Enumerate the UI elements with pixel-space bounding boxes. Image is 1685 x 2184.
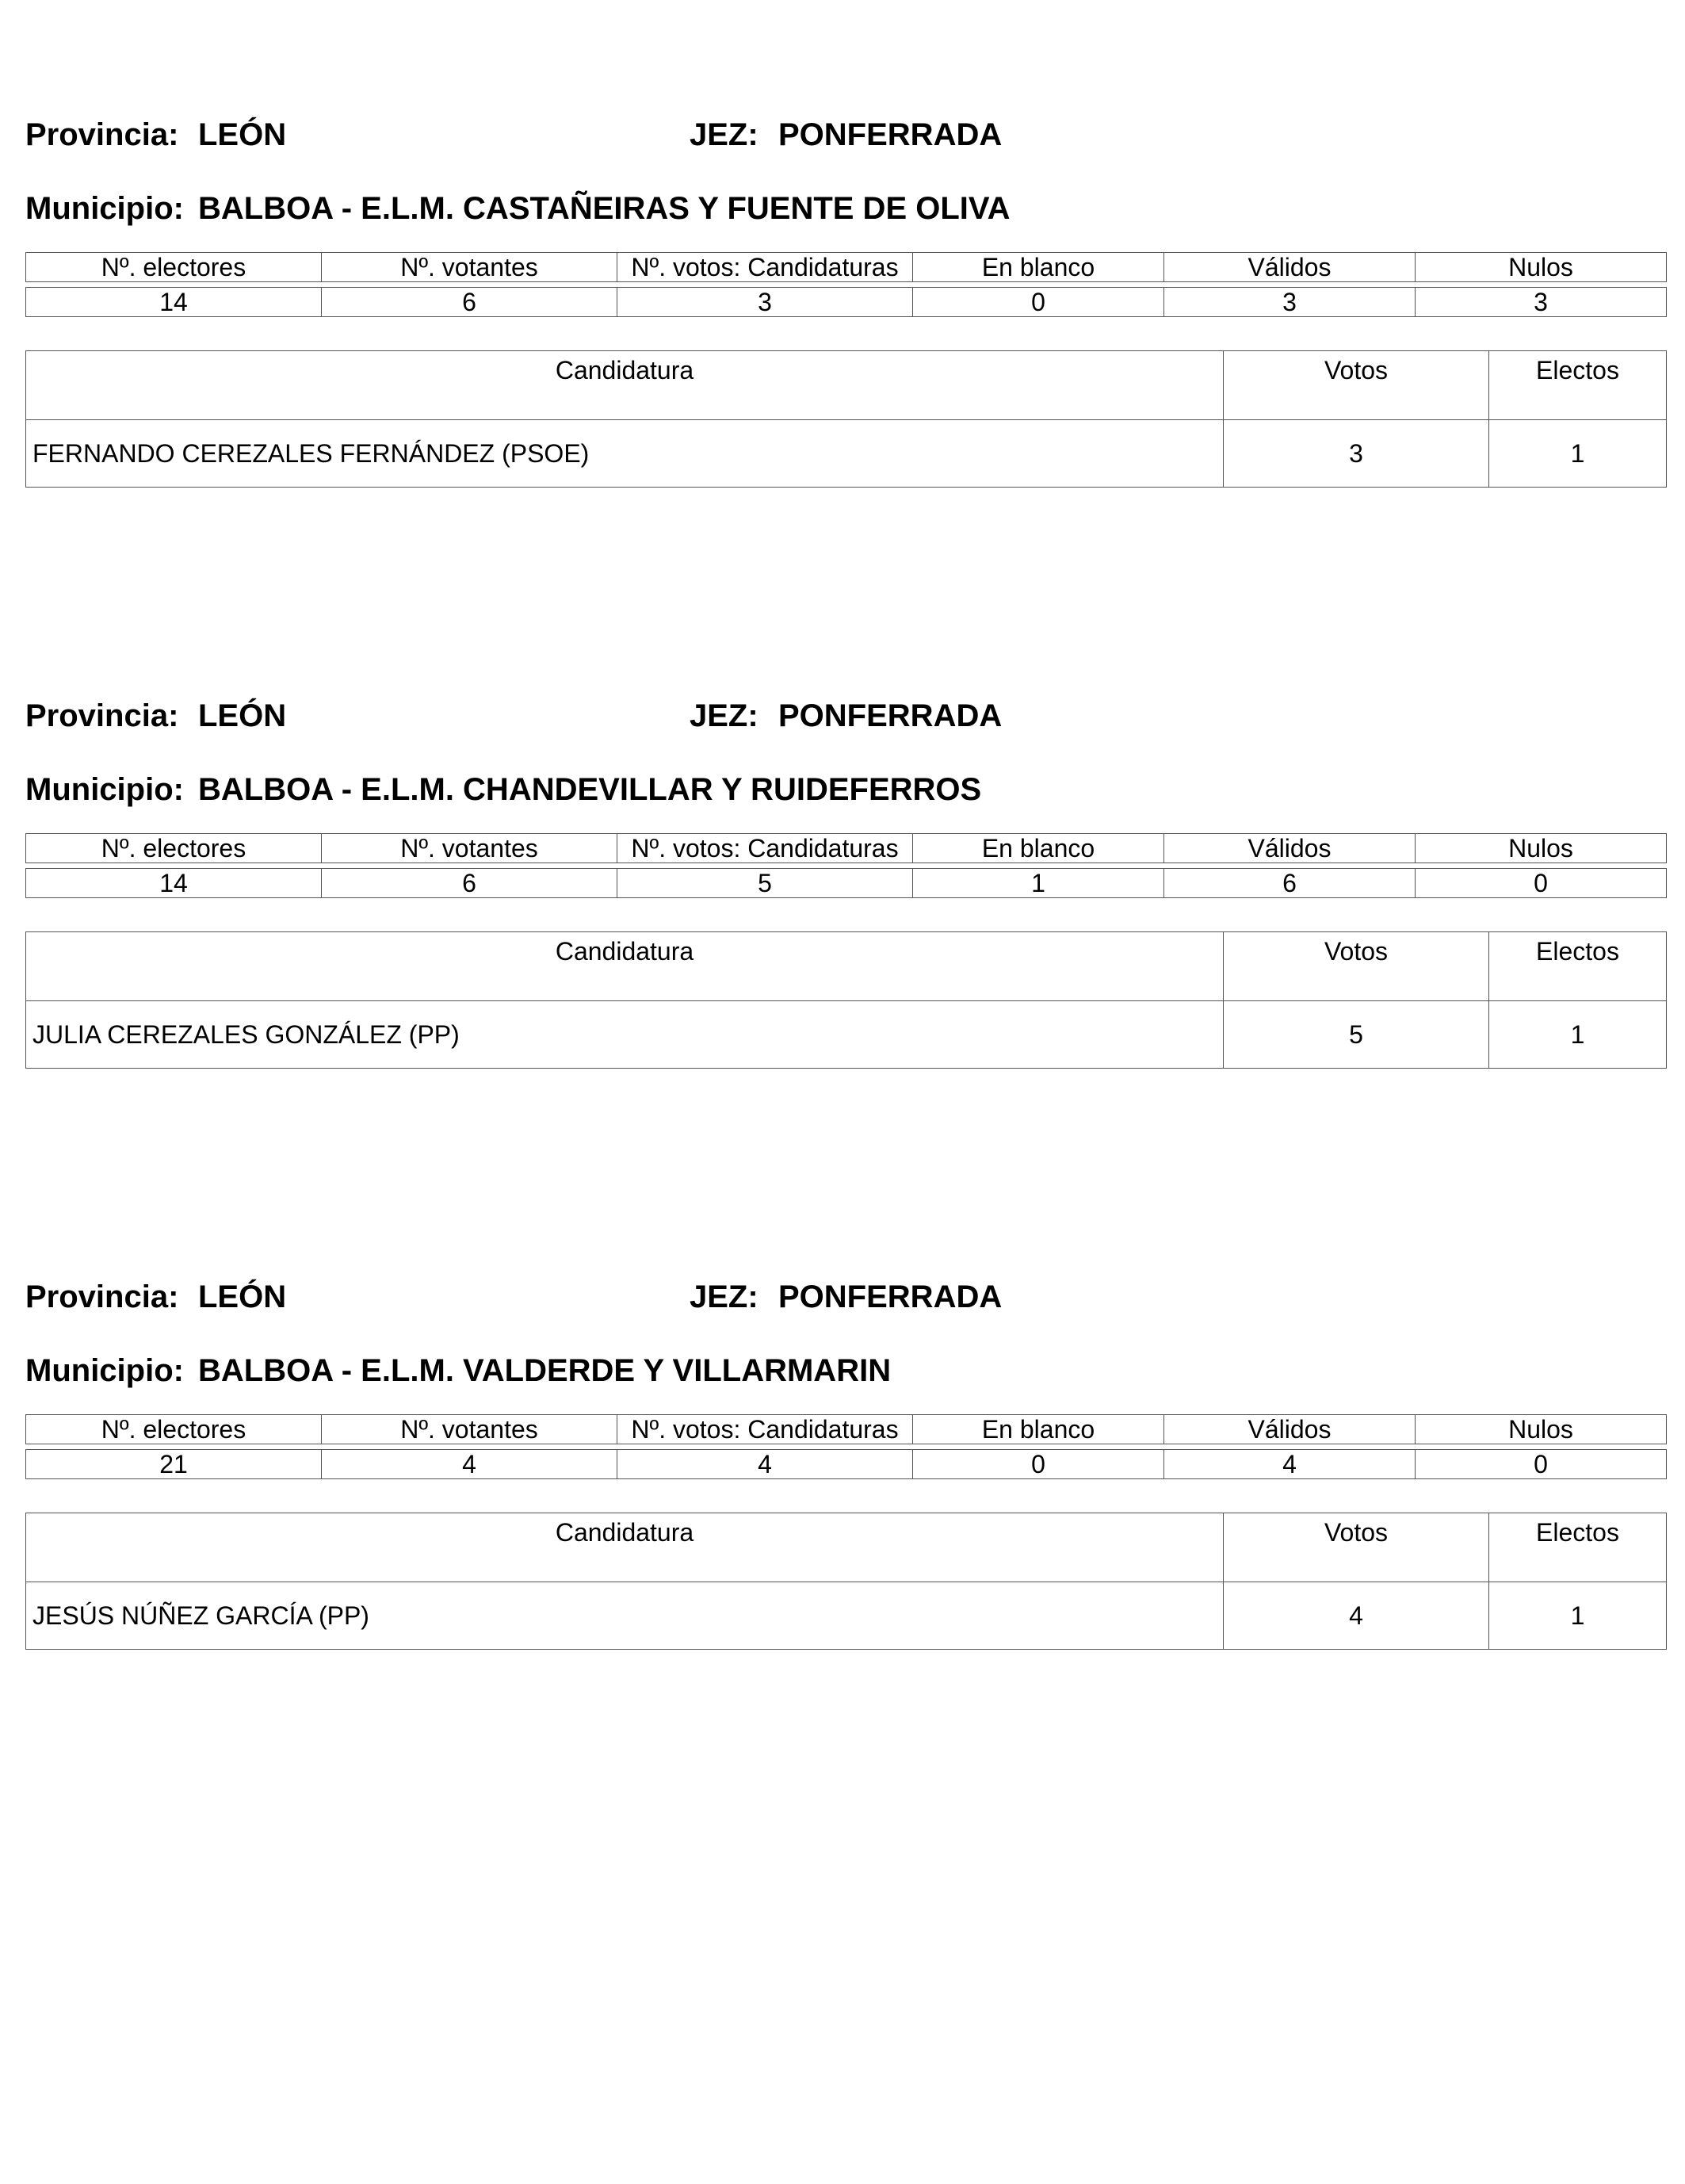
- stats-value-cell: 4: [1164, 1450, 1416, 1479]
- stats-header-cell: Nº. votos: Candidaturas: [617, 1415, 913, 1444]
- candidates-header-row: [26, 351, 1667, 420]
- stats-table: [25, 1414, 1667, 1479]
- candidates-header-row: [26, 1513, 1667, 1582]
- candidate-electos: 1: [1489, 1001, 1667, 1069]
- municipio-value: BALBOA - E.L.M. CASTAÑEIRAS Y FUENTE DE OLIVA: [198, 191, 1011, 226]
- stats-header-cell: Nulos: [1416, 834, 1667, 863]
- stats-header-cell: En blanco: [913, 834, 1164, 863]
- candidate-row: [26, 1582, 1667, 1650]
- candidate-votos: 5: [1224, 1001, 1489, 1069]
- stats-header-cell: Nº. electores: [26, 1415, 322, 1444]
- municipio-value: BALBOA - E.L.M. VALDERDE Y VILLARMARIN: [198, 1353, 892, 1388]
- stats-header-cell: En blanco: [913, 253, 1164, 282]
- stats-gap: [26, 863, 1667, 869]
- candidatura-header: Candidatura: [26, 1513, 1224, 1582]
- stats-value-cell: 6: [1164, 869, 1416, 898]
- stats-value-cell: 0: [1416, 1450, 1667, 1479]
- jez-label: JEZ:: [690, 1279, 758, 1314]
- stats-header-cell: Nº. votos: Candidaturas: [617, 834, 913, 863]
- provincia-value: LEÓN: [198, 698, 287, 733]
- candidate-row: [26, 1001, 1667, 1069]
- municipality-line: [25, 1347, 1666, 1394]
- stats-value-cell: 3: [617, 288, 913, 317]
- stats-value-cell: 14: [26, 288, 322, 317]
- candidate-votos: 3: [1224, 420, 1489, 488]
- stats-header-cell: En blanco: [913, 1415, 1164, 1444]
- stats-header-cell: Nº. votantes: [322, 253, 617, 282]
- provincia-label: Provincia:: [25, 698, 179, 733]
- result-section: [25, 1273, 1666, 1685]
- province-line: [25, 1273, 1666, 1321]
- stats-value-row: [26, 288, 1667, 317]
- candidate-electos: 1: [1489, 1582, 1667, 1650]
- result-section: [25, 111, 1666, 523]
- provincia-value: LEÓN: [198, 1279, 287, 1314]
- stats-value-cell: 4: [322, 1450, 617, 1479]
- stats-value-cell: 0: [1416, 869, 1667, 898]
- stats-header-cell: Nulos: [1416, 253, 1667, 282]
- province-line: [25, 111, 1666, 159]
- stats-value-cell: 3: [1416, 288, 1667, 317]
- stats-header-cell: Nulos: [1416, 1415, 1667, 1444]
- stats-gap: [26, 282, 1667, 288]
- stats-value-cell: 0: [913, 1450, 1164, 1479]
- result-section: [25, 692, 1666, 1104]
- candidatura-header: Candidatura: [26, 351, 1224, 420]
- stats-header-cell: Nº. electores: [26, 834, 322, 863]
- candidate-name: JULIA CEREZALES GONZÁLEZ (PP): [26, 1001, 1224, 1069]
- stats-value-cell: 1: [913, 869, 1164, 898]
- stats-header-cell: Nº. votantes: [322, 834, 617, 863]
- electos-header: Electos: [1489, 351, 1667, 420]
- candidate-electos: 1: [1489, 420, 1667, 488]
- stats-header-cell: Nº. votos: Candidaturas: [617, 253, 913, 282]
- stats-value-cell: 14: [26, 869, 322, 898]
- candidates-table: [25, 931, 1667, 1069]
- stats-header-row: [26, 834, 1667, 863]
- candidate-name: FERNANDO CEREZALES FERNÁNDEZ (PSOE): [26, 420, 1224, 488]
- stats-value-cell: 0: [913, 288, 1164, 317]
- province-line: [25, 692, 1666, 740]
- provincia-label: Provincia:: [25, 117, 179, 152]
- stats-header-row: [26, 1415, 1667, 1444]
- provincia-label: Provincia:: [25, 1279, 179, 1314]
- stats-value-cell: 6: [322, 288, 617, 317]
- candidates-table: [25, 1513, 1667, 1650]
- stats-gap: [26, 1444, 1667, 1450]
- provincia-value: LEÓN: [198, 117, 287, 152]
- stats-header-cell: Nº. electores: [26, 253, 322, 282]
- stats-value-cell: 6: [322, 869, 617, 898]
- candidate-name: JESÚS NÚÑEZ GARCÍA (PP): [26, 1582, 1224, 1650]
- stats-header-row: [26, 253, 1667, 282]
- stats-value-cell: 21: [26, 1450, 322, 1479]
- electos-header: Electos: [1489, 1513, 1667, 1582]
- stats-value-cell: 5: [617, 869, 913, 898]
- votos-header: Votos: [1224, 932, 1489, 1001]
- electos-header: Electos: [1489, 932, 1667, 1001]
- stats-header-cell: Válidos: [1164, 253, 1416, 282]
- municipio-label: Municipio:: [25, 191, 184, 226]
- candidatura-header: Candidatura: [26, 932, 1224, 1001]
- jez-value: PONFERRADA: [778, 1279, 1003, 1314]
- stats-table: [25, 252, 1667, 317]
- stats-value-cell: 3: [1164, 288, 1416, 317]
- candidates-table: [25, 350, 1667, 488]
- jez-value: PONFERRADA: [778, 698, 1003, 733]
- votos-header: Votos: [1224, 351, 1489, 420]
- stats-header-cell: Válidos: [1164, 834, 1416, 863]
- municipality-line: [25, 766, 1666, 813]
- municipio-label: Municipio:: [25, 772, 184, 807]
- stats-table: [25, 833, 1667, 898]
- municipio-label: Municipio:: [25, 1353, 184, 1388]
- candidates-header-row: [26, 932, 1667, 1001]
- candidate-votos: 4: [1224, 1582, 1489, 1650]
- municipality-line: [25, 185, 1666, 232]
- jez-label: JEZ:: [690, 117, 758, 152]
- stats-header-cell: Válidos: [1164, 1415, 1416, 1444]
- stats-value-row: [26, 1450, 1667, 1479]
- municipio-value: BALBOA - E.L.M. CHANDEVILLAR Y RUIDEFERROS: [198, 772, 982, 807]
- stats-header-cell: Nº. votantes: [322, 1415, 617, 1444]
- jez-value: PONFERRADA: [778, 117, 1003, 152]
- candidate-row: [26, 420, 1667, 488]
- stats-value-row: [26, 869, 1667, 898]
- jez-label: JEZ:: [690, 698, 758, 733]
- stats-value-cell: 4: [617, 1450, 913, 1479]
- votos-header: Votos: [1224, 1513, 1489, 1582]
